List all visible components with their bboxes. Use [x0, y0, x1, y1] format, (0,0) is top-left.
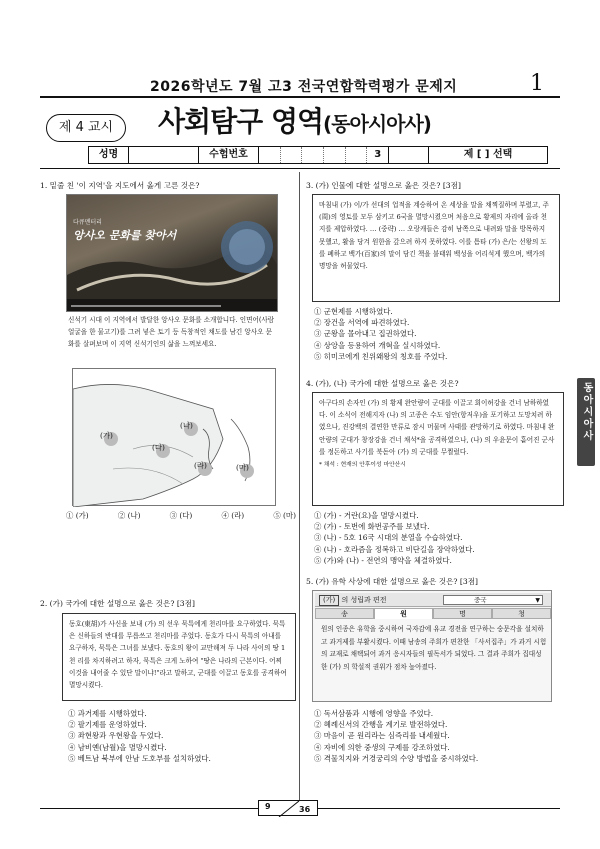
exam-number-label: 수험번호 [199, 147, 259, 163]
top-rule [40, 168, 560, 169]
q3-passage: 마침내 (가) 이/가 선대의 업적을 계승하여 온 세상을 말을 채찍질하며 부렸고, 주(周)의 영토를 모두 삼키고 6국을 멸망시켰으며 처음으로 황제의 자리에 올라 천지를 제압하였다. … (중략) … 오랑캐들은 감히 남쪽으로 내려와 말을 방목하지 못했고, 활을 당겨 원한을 갚으려 하지 못하였다. 이를 틈타 (가) 은/는 선왕의 도를 폐하고 백가(百家)의 말이 담긴 책을 불태워 백성을 어리석게 했으며, 백가의 명망을 허물었다. [319, 201, 549, 271]
q4-option[interactable]: ④ (나) - 호라즘을 정복하고 비단길을 장악하였다. [314, 544, 475, 554]
exam-digit: 3 [374, 149, 382, 160]
q5-title-blank: (가) [319, 595, 339, 606]
period-badge: 제 4 교시 [46, 114, 126, 142]
q3-options [314, 306, 560, 362]
subject-title [158, 100, 431, 140]
q4-option[interactable]: ② (가) - 토번에 화번공주를 보냈다. [314, 522, 430, 532]
q3-option[interactable]: ② 장건을 서역에 파견하였다. [314, 318, 410, 328]
header-rule [40, 96, 560, 98]
video-frame[interactable] [66, 194, 278, 312]
q1-options [66, 510, 296, 521]
q1-option[interactable]: ④ (라) [221, 511, 245, 520]
q5-select-value: 중국 [474, 596, 487, 604]
q5-option[interactable]: ② 혜례신서의 간행을 계기로 발전하였다. [314, 720, 448, 730]
q3-option[interactable]: ① 군현제를 시행하였다. [314, 307, 393, 316]
subject-side-tab [577, 378, 595, 466]
q5-tabs [315, 608, 551, 619]
q1-caption: 신석기 시대 이 지역에서 발달한 앙사오 문화를 소개합니다. 인면어(사람 얼굴을 한 물고기)를 그려 넣은 토기 등 독창적인 채도를 남긴 앙사오 문화를 살펴보며 이 지역 신석기인의 삶을 느껴보세요. [68, 316, 275, 348]
q5-option[interactable]: ③ 마음이 곧 원리라는 심즉리를 내세웠다. [314, 731, 450, 741]
q3-passage-box [312, 194, 560, 302]
column-divider [299, 172, 300, 816]
q5-option[interactable]: ⑤ 격물치지와 거경궁리의 수양 방법을 중시하였다. [314, 753, 479, 763]
q5-window [312, 590, 552, 702]
tab-ming[interactable]: 명 [433, 608, 492, 619]
q5-stem: 5. (가) 유학 사상에 대한 설명으로 옳은 것은? [3점] [306, 577, 479, 586]
q1-stem: 1. 밑줄 친 '이 지역'을 지도에서 옳게 고른 것은? [40, 181, 200, 190]
q4-option[interactable]: ⑤ (가)와 (나) - 전연의 맹약을 체결하였다. [314, 555, 452, 565]
q2-options [68, 708, 296, 764]
landscape-image [67, 195, 278, 312]
subject-sub: (동아시아사) [323, 112, 431, 136]
q2-option[interactable]: ① 과거제를 시행하였다. [68, 709, 147, 718]
q1-option[interactable]: ① (가) [66, 511, 89, 520]
q5-passage: 원의 인종은 유학을 중시하여 국자감에 유교 경전을 연구하는 숭문각을 설치하고 과거제를 부활시켰다. 이때 남송의 주희가 편찬한 「사서집주」가 과거 시험의 교재로 채택되어 과거 응시자들의 필독서가 되었다. 그 결과 주희가 집대성한 (가) 의 학설적 권위가 점차 높아졌다. [321, 625, 547, 671]
page-indicator [258, 800, 318, 816]
q3-stem: 3. (가) 인물에 대한 설명으로 옳은 것은? [3점] [306, 181, 461, 190]
q4-note: * 채석 : 현재의 안후이성 마안산시 [319, 462, 406, 469]
name-field[interactable] [129, 147, 199, 163]
tab-song[interactable]: 송 [315, 608, 374, 619]
q2-option[interactable]: ④ 남비옌(남월)을 멸망시켰다. [68, 742, 167, 752]
q4-passage-box [312, 392, 564, 506]
select-label: 제 [ ] 선택 [463, 149, 513, 160]
q4-options [314, 510, 560, 566]
map-label-da: (다) [152, 443, 165, 452]
q5-options [314, 708, 560, 764]
page-current: 9 [265, 802, 271, 811]
side-tab-text: 동아시아사 [581, 382, 592, 442]
q3-option[interactable]: ③ 군왕을 몰아내고 집권하였다. [314, 329, 417, 339]
video-title: 앙사오 문화를 찾아서 [73, 229, 177, 242]
q1-option[interactable]: ③ (다) [169, 511, 193, 520]
tab-yuan[interactable]: 원 [374, 608, 433, 619]
q2-passage-box [62, 613, 296, 701]
q5-option[interactable]: ① 독서삼품과 시행에 영향을 주었다. [314, 709, 434, 718]
map-label-ma: (마) [236, 463, 249, 472]
q5-country-select[interactable] [443, 595, 543, 605]
chevron-down-icon: ▼ [535, 597, 540, 604]
subject-name: 사회탐구 영역 [158, 105, 324, 138]
q5-title-text: 의 성립과 편전 [341, 596, 387, 604]
video-tag: 다큐멘터리 [73, 219, 102, 226]
q2-passage: 동호(東胡)가 사신을 보내 (가) 의 선우 묵특에게 천리마를 요구하였다. 묵특은 신하들의 반대를 무릅쓰고 천리마를 주었다. 동호가 다시 묵특의 아내를 요구하자, 묵특은 그녀를 보냈다. 동호의 왕이 교만해져 두 나라 사이의 땅 1천 리를 차지하려고 하자, 묵특은 크게 노하여 "땅은 나라의 근본이다. 어찌 이것을 내어줄 수 있단 말이냐!"라고 말하고, 군대를 이끌고 동호를 공격하여 멸망시켰다. [69, 620, 287, 690]
info-bar [88, 146, 548, 164]
tab-qing[interactable]: 청 [492, 608, 551, 619]
q3-option[interactable]: ⑤ 히미코에게 친위왜왕의 칭호를 주었다. [314, 351, 448, 361]
page-number: 1 [530, 71, 544, 96]
q4-option[interactable]: ① (가) - 거란(요)을 멸망시켰다. [314, 511, 419, 520]
q4-passage: 아구다의 손자인 (가) 의 황제 완안량이 군대를 이끌고 회이허강을 건너 남하하였다. 이 소식이 전해지자 (나) 의 고종은 수도 임안(항저우)을 포기하고 도망치려 하였으나, 진강백의 결연한 만류로 잠시 머물며 사태를 관망하기로 하였다. 마침내 완안량의 군대가 창장강을 건너 채석*을 공격하였으나, (나) 의 우윤문이 흩어진 군사를 정돈하고 사기를 북돋아 (가) 의 군대를 무찔렀다. [319, 399, 555, 456]
east-asia-map [72, 368, 276, 506]
q1-option[interactable]: ⑤ (마) [273, 511, 296, 520]
q3-option[interactable]: ④ 상앙을 등용하여 개혁을 실시하였다. [314, 340, 441, 350]
q2-option[interactable]: ② 팔기제를 운영하였다. [68, 720, 147, 730]
q4-stem: 4. (가), (나) 국가에 대한 설명으로 옳은 것은? [306, 379, 459, 388]
page-total: 36 [299, 805, 311, 814]
q4-option[interactable]: ③ (나) - 5호 16국 시대의 분열을 수습하였다. [314, 533, 463, 543]
map-label-ra: (라) [194, 461, 207, 470]
exam-number-field[interactable] [259, 147, 389, 163]
exam-header-title: 2026학년도 7월 고3 전국연합학력평가 문제지 [150, 79, 458, 95]
map-label-na: (나) [180, 421, 193, 430]
q1-option[interactable]: ② (나) [117, 511, 141, 520]
q2-stem: 2. (가) 국가에 대한 설명으로 옳은 것은? [3점] [40, 599, 195, 608]
map-label-ga: (가) [100, 431, 113, 440]
q2-option[interactable]: ⑤ 베트남 북부에 안남 도호부를 설치하였다. [68, 753, 211, 763]
name-label: 성명 [89, 147, 129, 163]
q5-option[interactable]: ④ 자비에 의한 중생의 구제를 강조하였다. [314, 742, 450, 752]
q2-option[interactable]: ③ 좌현왕과 우현왕을 두었다. [68, 731, 164, 741]
